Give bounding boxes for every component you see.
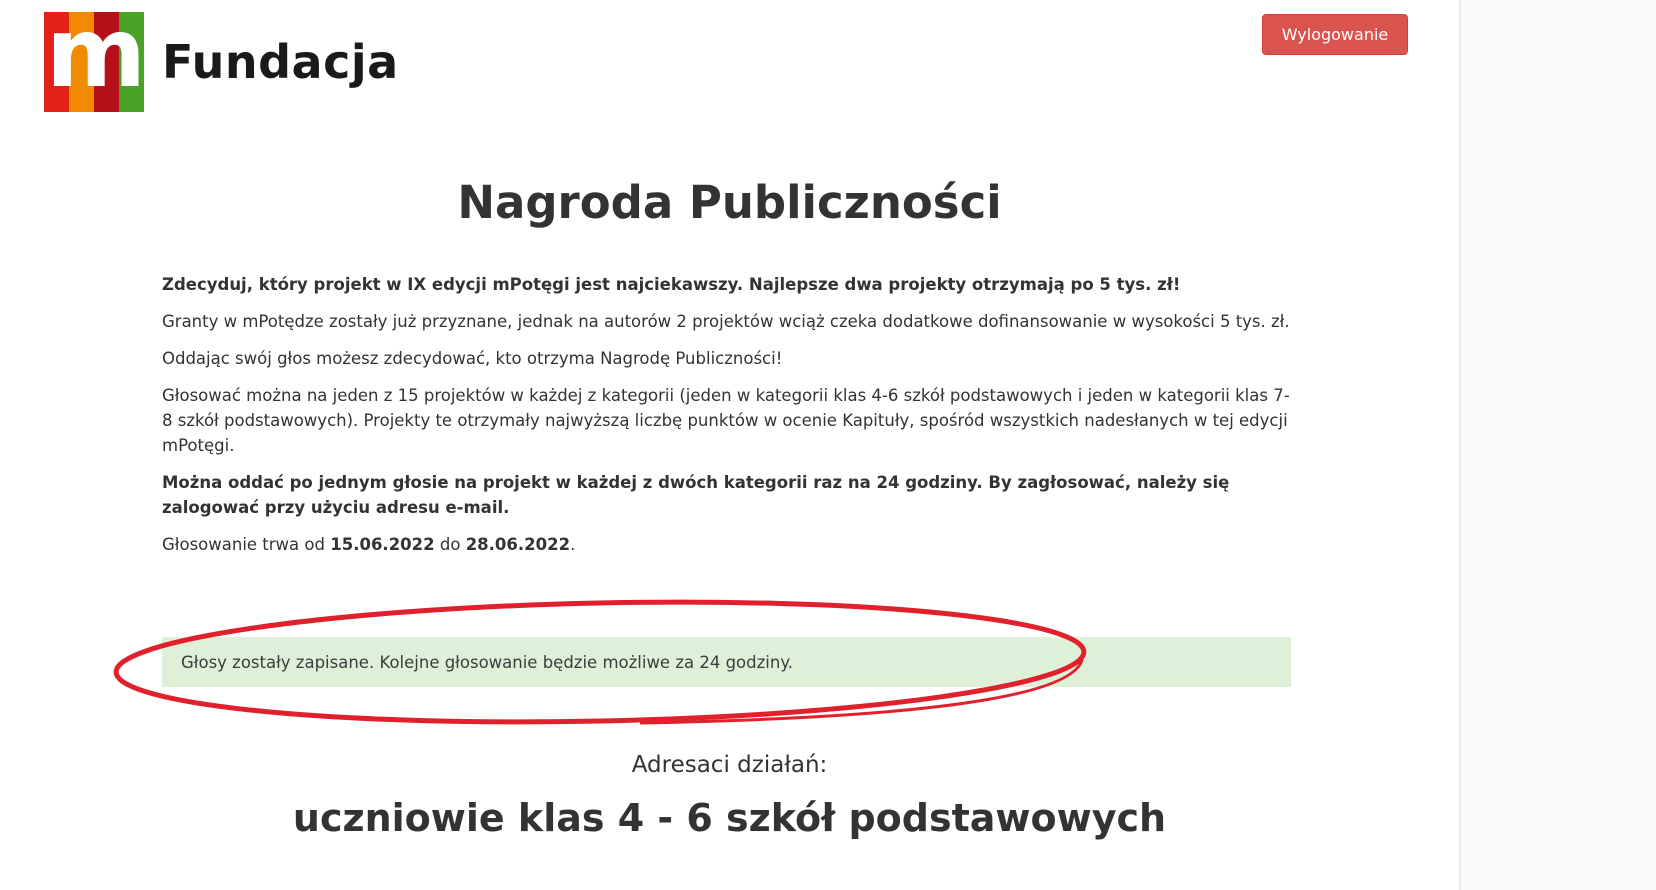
voting-dates [162,532,1292,557]
page-title: Nagroda Publiczności [457,176,1002,229]
grants-paragraph: Granty w mPotędze zostały już przyznane, jednak na autorów 2 projektów wciąż czeka dodatkowe dofinansowanie w wysokości 5 tys. zł. [162,312,1290,331]
right-side-panel [1459,0,1656,890]
end-date: 28.06.2022 [465,535,571,554]
start-date: 15.06.2022 [330,535,435,554]
intro-text: Zdecyduj, który projekt w IX edycji mPotęgi jest najciekawszy. Najlepsze dwa projekty otrzymają po 5 tys. zł! [162,275,1181,294]
rules-paragraph: Można oddać po jednym głosie na projekt w każdej z dwóch kategorii raz na 24 godziny. By zagłosować, należy się zalogować przy użyciu adresu e-mail. [162,473,1230,517]
recipients-label: Adresaci działań: [631,752,828,778]
success-alert [162,637,1291,687]
vote-paragraph: Oddając swój głos możesz zdecydować, kto otrzyma Nagrodę Publiczności! [162,349,783,368]
logo-glyph: m [45,0,143,109]
dates-middle: do [434,535,466,554]
description [162,272,1292,569]
alert-text: Głosy zostały zapisane. Kolejne głosowanie będzie możliwe za 24 godziny. [181,652,793,672]
categories-paragraph: Głosować można na jeden z 15 projektów w każdej z kategorii (jeden w kategorii klas 4-6 szkół podstawowych i jeden w kategorii klas 7-8 szkół podstawowych). Projekty te otrzymały najwyższą liczbę punktów w ocenie Kapituły, spośród wszystkich nadesłanych w tej edycji mPotęgi. [162,386,1290,455]
logo-text: Fundacja [162,35,399,89]
category-title: uczniowie klas 4 - 6 szkół podstawowych [292,796,1167,840]
dates-suffix: . [570,535,576,554]
logout-button[interactable]: Wylogowanie [1262,14,1408,55]
fundacja-logo[interactable] [44,0,399,112]
dates-prefix: Głosowanie trwa od [162,535,331,554]
logo-mark-icon [44,0,144,112]
